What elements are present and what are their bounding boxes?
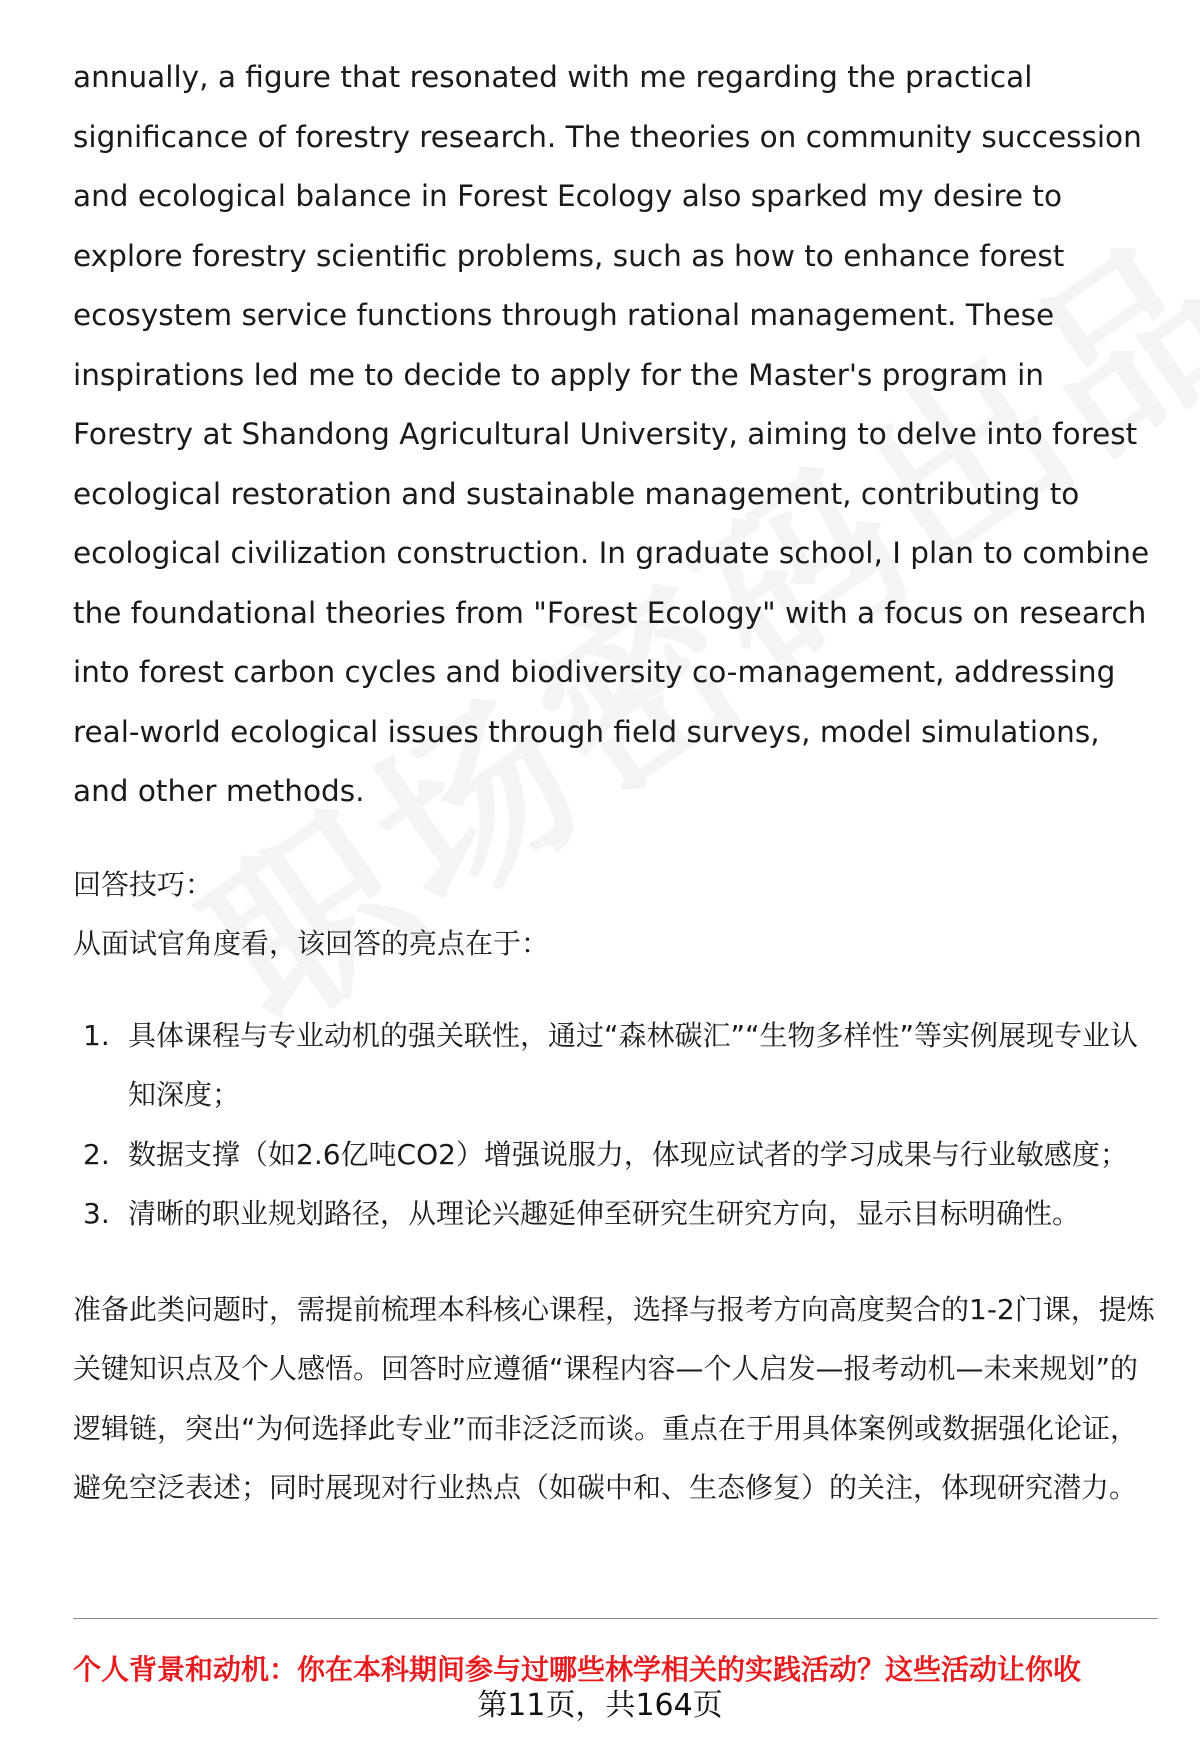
advice-paragraph: 准备此类问题时，需提前梳理本科核心课程，选择与报考方向高度契合的1-2门课，提炼关键知识点及个人感悟。回答时应遵循“课程内容—个人启发—报考动机—未来规划”的逻辑链，突出“为何选择此专业”而非泛泛而谈。重点在于用具体案例或数据强化论证，避免空泛表述；同时展现对行业热点（如碳中和、生态修复）的关注，体现研究潜力。 (73, 1292, 1155, 1504)
next-question-heading: 个人背景和动机：你在本科期间参与过哪些林学相关的实践活动？这些活动让你收 (73, 1653, 1082, 1686)
section-divider (73, 1618, 1158, 1619)
list-item (73, 1184, 1158, 1244)
list-item (73, 1125, 1158, 1185)
page-content (73, 48, 1158, 1518)
list-item-number: 1. (83, 1018, 110, 1052)
page-number: 第11页，共164页 (477, 1688, 723, 1723)
list-item (73, 1006, 1158, 1125)
list-item-text: 清晰的职业规划路径，从理论兴趣延伸至研究生研究方向，显示目标明确性。 (128, 1197, 1081, 1230)
essay-paragraph: annually, a figure that resonated with me regarding the practical significance of forestry research. The theories on community succession and ecological balance in Forest Ecology also sparked my desire to explore forestry scientific problems, such as how to enhance forest ecosystem service functions through rational management. These inspirations led me to decide to apply for the Master's program in Forestry at Shandong Agricultural University, aiming to delve into forest ecological restoration and sustainable management, contributing to ecological civilization construction. In graduate school, I plan to combine the foundational theories from "Forest Ecology" with a focus on research into forest carbon cycles and biodiversity co-management, addressing real-world ecological issues through field surveys, model simulations, and other methods. (73, 60, 1150, 808)
highlights-list (73, 1006, 1158, 1244)
list-item-number: 3. (83, 1197, 110, 1230)
tips-intro: 从面试官角度看，该回答的亮点在于： (73, 927, 550, 960)
tips-title: 回答技巧： (73, 867, 214, 901)
list-item-text: 数据支撑（如2.6亿吨CO2）增强说服力，体现应试者的学习成果与行业敏感度； (128, 1137, 1128, 1171)
list-item-text: 具体课程与专业动机的强关联性，通过“森林碳汇”“生物多样性”等实例展现专业认知深度； (128, 1018, 1139, 1111)
list-item-number: 2. (83, 1137, 110, 1171)
